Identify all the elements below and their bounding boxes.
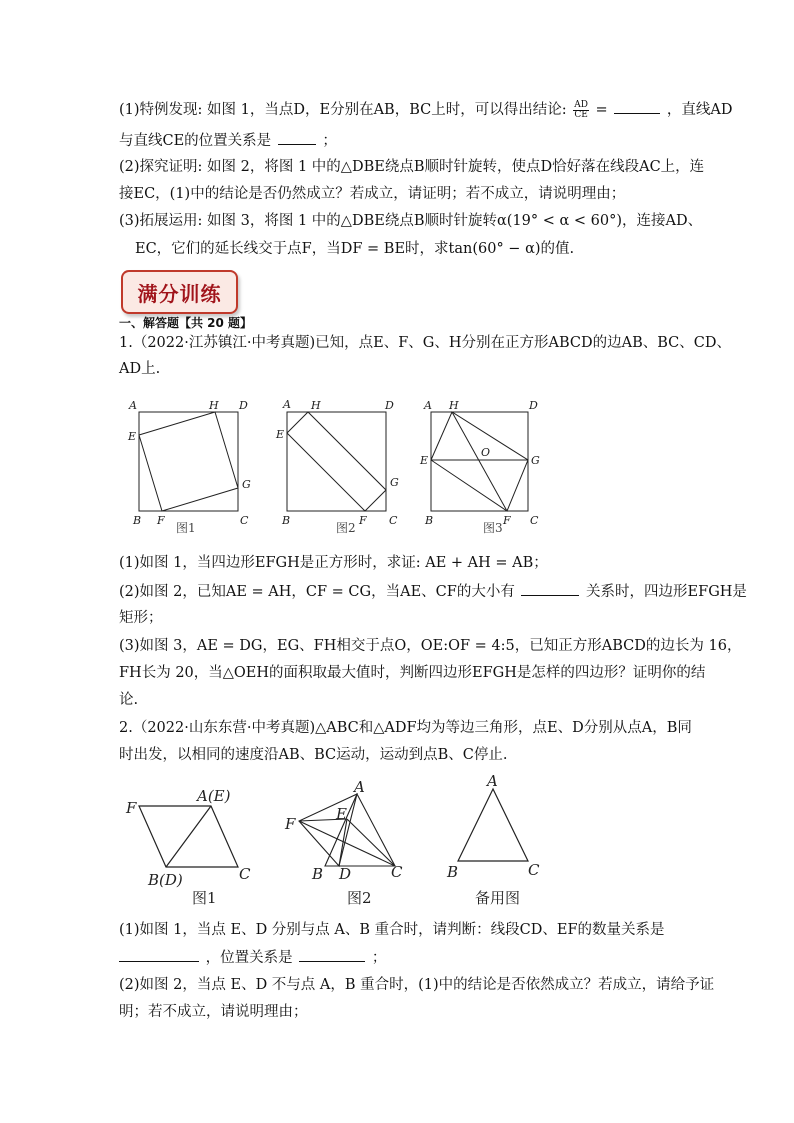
label-a: A: [129, 399, 137, 412]
equals-sign: =: [595, 102, 608, 118]
answer-blank[interactable]: [119, 947, 199, 962]
q2-figure-1: [139, 806, 238, 867]
label-d: D: [529, 399, 538, 412]
label-e: E: [420, 454, 429, 467]
label-c: C: [240, 514, 249, 527]
punctuation: ；: [371, 950, 387, 966]
q1-figure-1: [139, 412, 238, 511]
label-h: H: [311, 399, 321, 412]
label-a: A: [283, 398, 291, 411]
label-e: E: [336, 805, 347, 823]
label-g: G: [390, 476, 399, 489]
caption-fig1: 图1: [176, 521, 196, 535]
label-d: D: [239, 399, 248, 412]
triangle-abc: [458, 789, 528, 861]
q1-s2-text: (2)如图 2，已知AE = AH，CF = CG，当AE、CF的大小有: [119, 584, 515, 600]
label-f: F: [359, 514, 367, 527]
intro-line-6: EC，它们的延长线交于点F，当DF = BE时，求tan(60° − α)的值.: [135, 241, 575, 257]
answer-blank[interactable]: [299, 947, 365, 962]
q2-s1-line-2: [119, 947, 386, 968]
intro-p1-text-2: 与直线CE的位置关系是: [119, 133, 272, 149]
label-d: D: [339, 865, 352, 883]
quad-efgh: [139, 412, 238, 511]
answer-blank[interactable]: [521, 581, 579, 596]
q2-s2-line-1: (2)如图 2，当点 E、D 不与点 A，B 重合时，(1)中的结论是否依然成立？若成立，请给予证: [119, 977, 715, 993]
label-f: F: [126, 799, 137, 817]
caption-fig3: 图3: [483, 521, 503, 535]
q1-s2-line-2: 矩形；: [119, 610, 163, 626]
square-abcd: [287, 412, 386, 511]
fraction-ad-ce: [573, 101, 589, 120]
q1-s1: (1)如图 1，当四边形EFGH是正方形时，求证: AE + AH = AB；: [119, 555, 548, 571]
label-b: B: [282, 514, 291, 527]
segment-ec: [347, 819, 395, 866]
q1-s3-line-3: 论.: [119, 692, 139, 708]
intro-line-4: 接EC，(1)中的结论是否仍然成立？若成立，请证明；若不成立，请说明理由；: [119, 186, 626, 202]
intro-line-5: (3)拓展运用: 如图 3，将图 1 中的△DBE绕点B顺时针旋转α(19° < α < 60°)，连接AD、: [119, 213, 703, 229]
q2-s1-middle: ，位置关系是: [205, 950, 293, 966]
intro-p1-text: (1)特例发现: 如图 1，当点D，E分别在AB，BC上时，可以得出结论:: [119, 102, 567, 118]
label-a-e: A(E): [197, 787, 231, 805]
label-d: D: [385, 399, 394, 412]
label-f: F: [285, 815, 296, 833]
quad-efgh: [287, 412, 386, 511]
label-a: A: [487, 775, 498, 790]
q2-s2-line-2: 明；若不成立，请说明理由；: [119, 1004, 308, 1020]
caption-backup: 备用图: [475, 889, 521, 907]
label-c: C: [389, 514, 398, 527]
q1-figure-2: [287, 412, 386, 511]
label-a: A: [354, 778, 365, 796]
label-b: B: [133, 514, 142, 527]
segment-fc: [299, 821, 395, 866]
square-abcd: [139, 412, 238, 511]
q1-stem-line-1: 1.（2022·江苏镇江·中考真题)已知，点E、F、G、H分别在正方形ABCD的边AB、BC、CD、: [119, 335, 731, 351]
caption-fig2: 图2: [347, 889, 372, 907]
label-c: C: [530, 514, 539, 527]
label-b: B: [425, 514, 434, 527]
label-g: G: [242, 478, 251, 491]
diagonal-ab: [166, 806, 211, 867]
q1-s3-line-1: (3)如图 3，AE = DG，EG、FH相交于点O，OE:OF = 4:5，已知正方形ABCD的边长为 16，: [119, 638, 742, 654]
fraction-numerator: AD: [574, 99, 588, 110]
answer-blank[interactable]: [614, 99, 660, 114]
q2-figure-2: [299, 794, 395, 866]
punctuation: ；: [322, 133, 337, 149]
label-e: E: [128, 430, 137, 443]
q1-stem-line-2: AD上.: [119, 361, 161, 377]
intro-line-2: [119, 130, 337, 151]
q2-s1-line-1: (1)如图 1，当点 E、D 分别与点 A、B 重合时，请判断：线段CD、EF的数量关系是: [119, 922, 665, 938]
q1-figures: [119, 393, 549, 543]
section-heading: 一、解答题【共 20 题】: [119, 316, 253, 330]
label-g: G: [531, 454, 540, 467]
label-c: C: [239, 865, 251, 883]
q1-s3-line-2: FH长为 20，当△OEH的面积取最大值时，判断四边形EFGH是怎样的四边形？证明你的结: [119, 665, 706, 681]
q1-s2-tail: 关系时，四边形EFGH是: [586, 584, 747, 600]
full-score-training-banner: [121, 270, 238, 314]
segment-hf: [452, 412, 507, 511]
caption-fig2: 图2: [336, 521, 356, 535]
q1-s2-line-1: [119, 581, 747, 602]
q2-backup-figure: [458, 789, 528, 861]
banner-title: 满分训练: [137, 281, 222, 306]
q2-figures: [119, 775, 569, 910]
fraction-denominator: CE: [574, 109, 588, 120]
label-e: E: [276, 428, 285, 441]
label-b-d: B(D): [148, 871, 183, 889]
intro-line-3: (2)探究证明: 如图 2，将图 1 中的△DBE绕点B顺时针旋转，使点D恰好落在线段AC上，连: [119, 159, 705, 175]
triangle-adf: [299, 794, 357, 866]
answer-blank[interactable]: [278, 130, 316, 145]
caption-fig1: 图1: [192, 889, 217, 907]
label-f: F: [157, 514, 165, 527]
label-o: O: [481, 446, 491, 459]
label-h: H: [209, 399, 219, 412]
label-c: C: [528, 861, 540, 879]
label-b: B: [312, 865, 324, 883]
q2-stem-line-2: 时出发，以相同的速度沿AB、BC运动，运动到点B、C停止.: [119, 747, 508, 763]
label-a: A: [424, 399, 432, 412]
q1-figure-3: [431, 412, 528, 511]
q2-stem-line-1: 2.（2022·山东东营·中考真题)△ABC和△ADF均为等边三角形，点E、D分别从点A，B同: [119, 720, 692, 736]
label-f: F: [503, 514, 511, 527]
label-c: C: [391, 863, 403, 881]
intro-line-1: [119, 99, 733, 120]
intro-p1-tail: ，直线AD: [666, 102, 733, 118]
label-h: H: [449, 399, 459, 412]
label-b: B: [447, 863, 459, 881]
